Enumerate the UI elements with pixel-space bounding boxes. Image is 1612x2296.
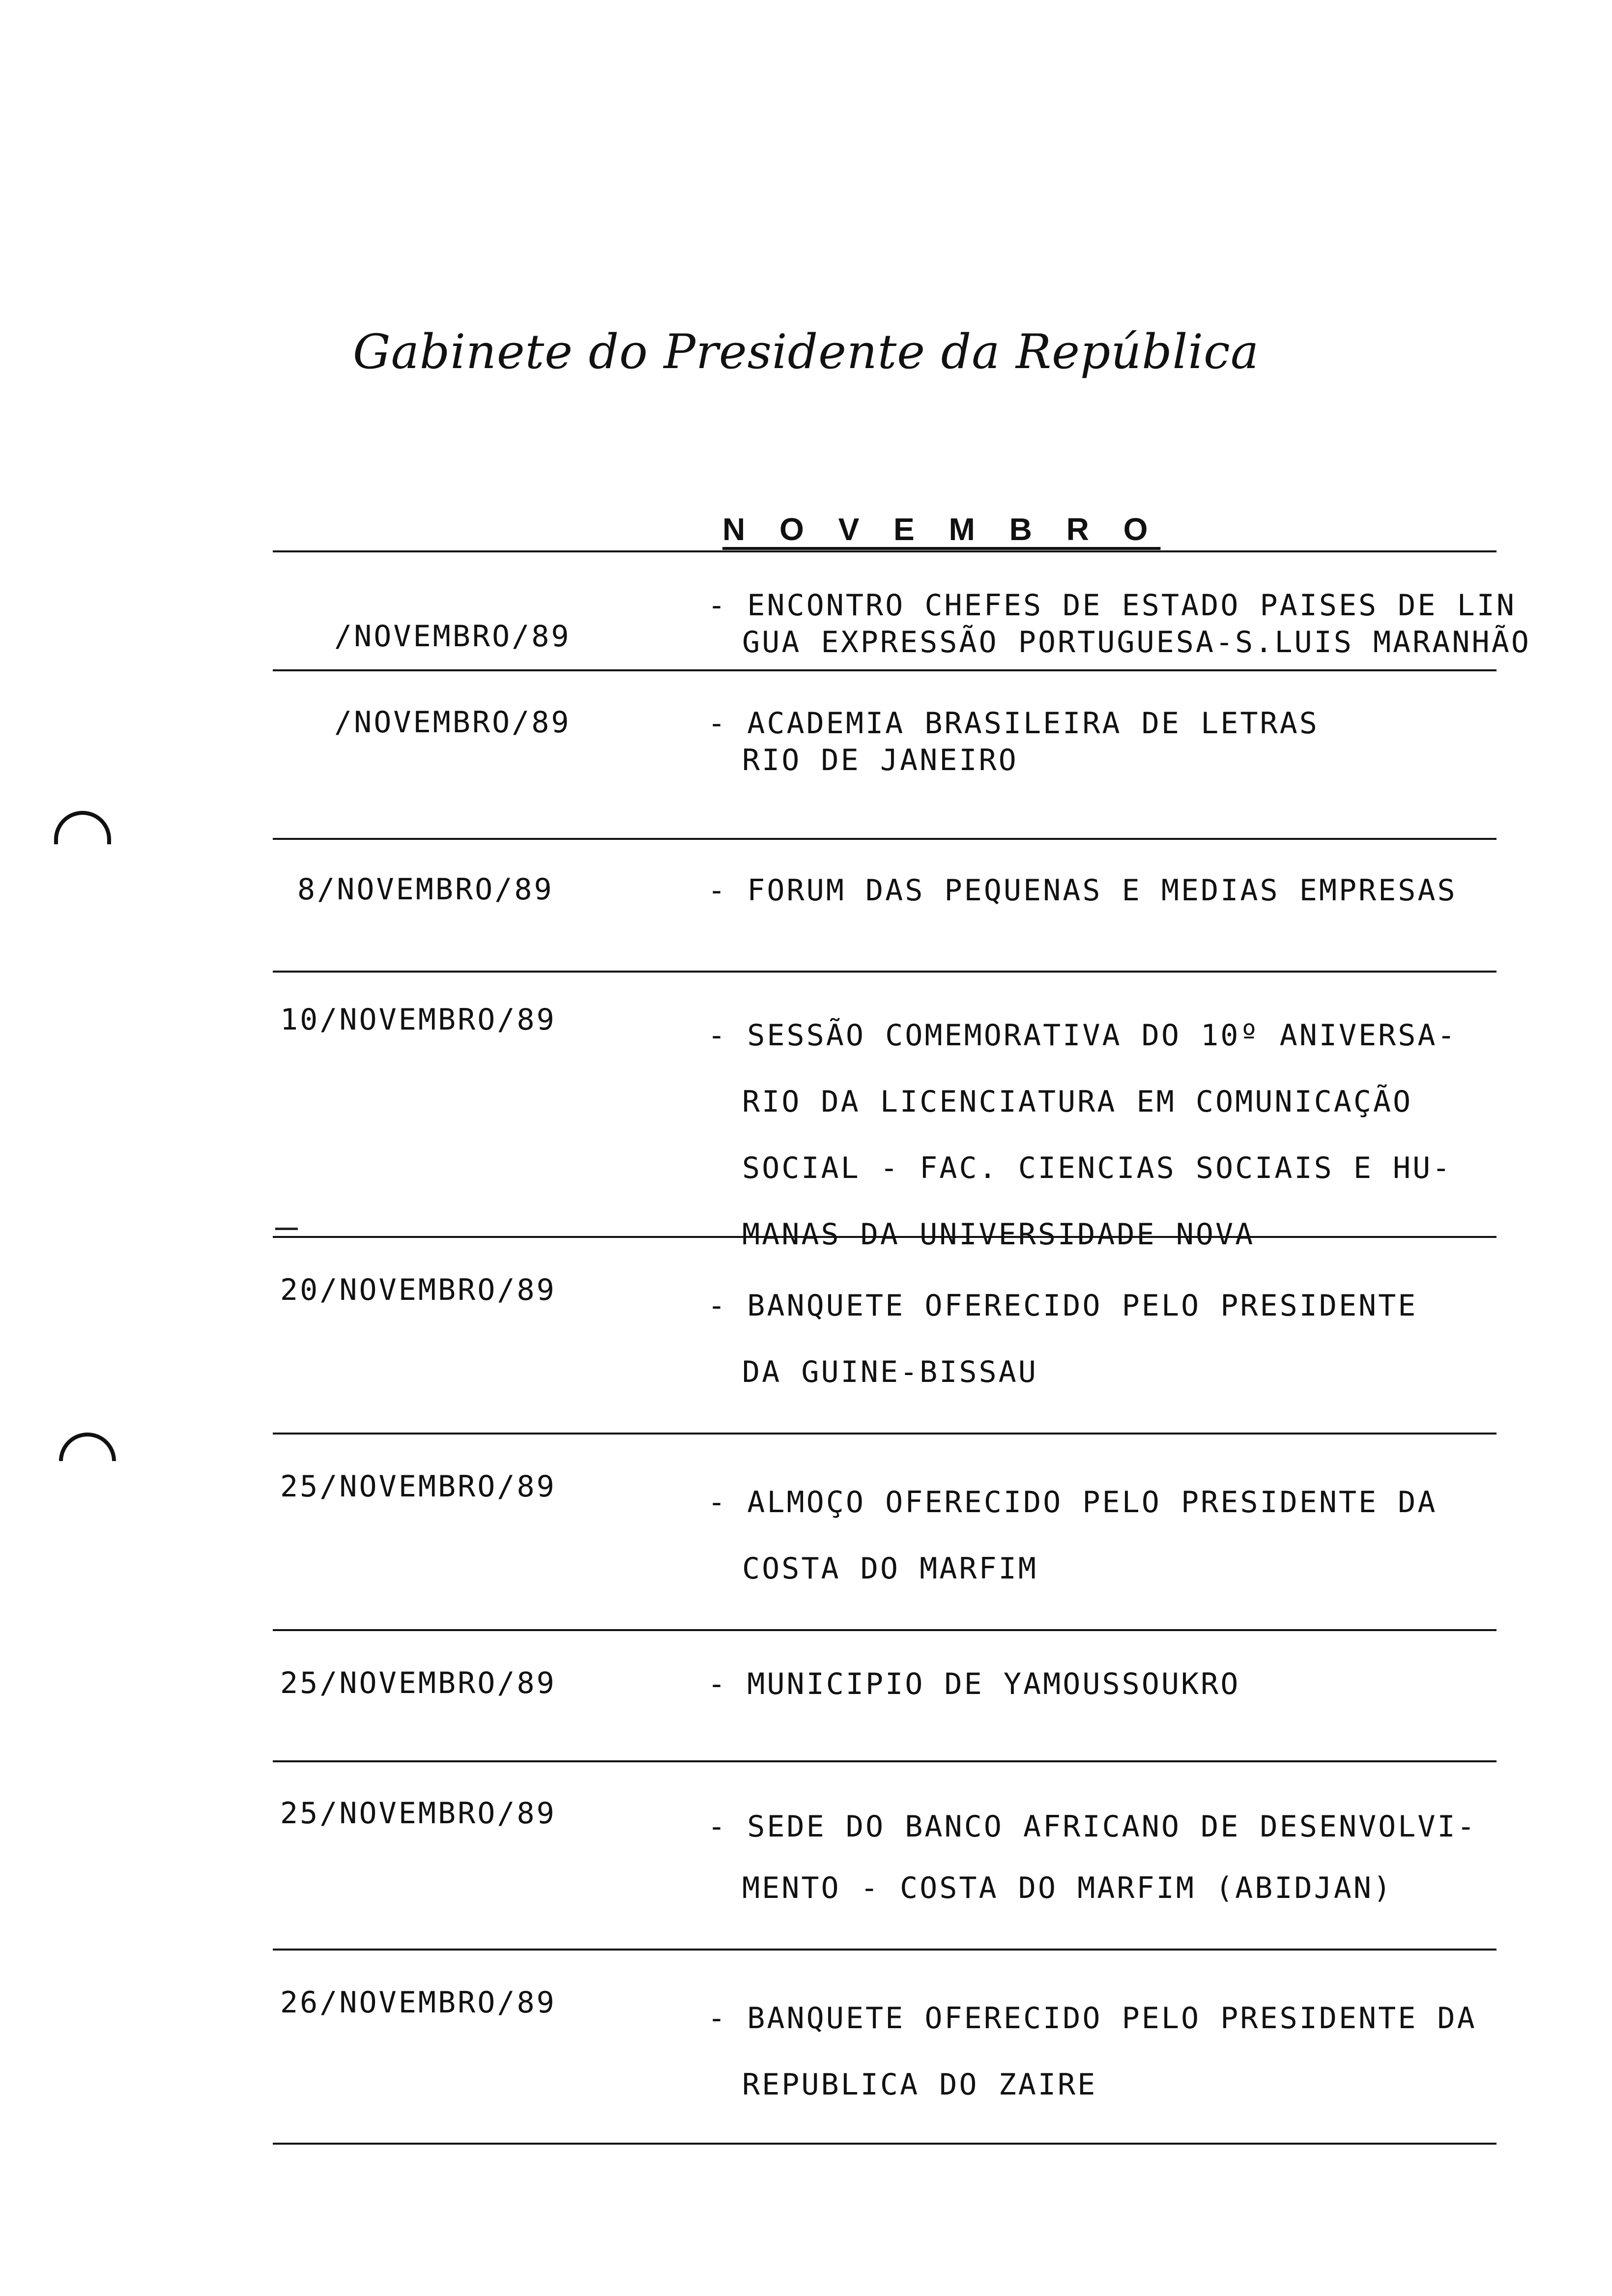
punch-hole-mark	[59, 1433, 116, 1461]
entry-description	[708, 1469, 1438, 1602]
entry-description	[708, 1273, 1417, 1406]
rule	[273, 1949, 1497, 1951]
entry-line: - ENCONTRO CHEFES DE ESTADO PAISES DE LIN	[708, 588, 1517, 623]
punch-hole-mark	[54, 811, 111, 844]
rule	[273, 1629, 1497, 1631]
entry-line: - ACADEMIA BRASILEIRA DE LETRAS	[708, 706, 1319, 741]
rule	[273, 1760, 1497, 1762]
entry-line: - SESSÃO COMEMORATIVA DO 10º ANIVERSA-	[708, 1018, 1457, 1053]
entry-date: 10/NOVEMBRO/89	[280, 1003, 556, 1037]
entry-line: RIO DA LICENCIATURA EM COMUNICAÇÃO	[742, 1085, 1413, 1119]
entry-line: - SEDE DO BANCO AFRICANO DE DESENVOLVI-	[708, 1809, 1477, 1844]
entry-date: 8/NOVEMBRO/89	[297, 872, 554, 907]
entry-description	[708, 1796, 1477, 1919]
entry-date: 25/NOVEMBRO/89	[280, 1469, 556, 1504]
entry-description	[708, 1666, 1240, 1703]
entry-line: - BANQUETE OFERECIDO PELO PRESIDENTE	[708, 1289, 1418, 1323]
entry-line: SOCIAL - FAC. CIENCIAS SOCIAIS E HU-	[742, 1151, 1452, 1185]
rule-top	[273, 550, 1497, 552]
month-title: N O V E M B R O	[722, 512, 1161, 547]
entry-line: DA GUINE-BISSAU	[742, 1355, 1038, 1389]
entry-description	[708, 587, 1531, 661]
entry-line: - FORUM DAS PEQUENAS E MEDIAS EMPRESAS	[708, 873, 1457, 908]
entry-line: - MUNICIPIO DE YAMOUSSOUKRO	[708, 1667, 1240, 1701]
entry-description	[708, 705, 1319, 779]
entry-description	[708, 872, 1457, 909]
entry-line: - BANQUETE OFERECIDO PELO PRESIDENTE DA	[708, 2001, 1477, 2036]
entry-date: /NOVEMBRO/89	[334, 619, 571, 654]
margin-mark	[275, 1228, 298, 1230]
entry-line: GUA EXPRESSÃO PORTUGUESA-S.LUIS MARANHÃO	[742, 625, 1531, 660]
entry-line: RIO DE JANEIRO	[742, 743, 1018, 777]
entry-line: REPUBLICA DO ZAIRE	[742, 2067, 1097, 2102]
entry-line: MENTO - COSTA DO MARFIM (ABIDJAN)	[742, 1871, 1393, 1905]
entry-date: /NOVEMBRO/89	[334, 705, 571, 740]
rule-bottom	[273, 2143, 1497, 2145]
rule	[273, 838, 1497, 840]
rule	[273, 1433, 1497, 1435]
entry-line: - ALMOÇO OFERECIDO PELO PRESIDENTE DA	[708, 1485, 1438, 1520]
entry-date: 26/NOVEMBRO/89	[280, 1985, 556, 2020]
entry-line: MANAS DA UNIVERSIDADE NOVA	[742, 1217, 1255, 1252]
rule	[273, 669, 1497, 671]
entry-date: 20/NOVEMBRO/89	[280, 1273, 556, 1307]
letterhead: Gabinete do Presidente da República	[352, 324, 1260, 379]
rule	[273, 971, 1497, 973]
entry-date: 25/NOVEMBRO/89	[280, 1796, 556, 1831]
entry-description	[708, 1003, 1457, 1268]
entry-description	[708, 1985, 1477, 2118]
entry-line: COSTA DO MARFIM	[742, 1551, 1038, 1586]
entry-date: 25/NOVEMBRO/89	[280, 1666, 556, 1700]
